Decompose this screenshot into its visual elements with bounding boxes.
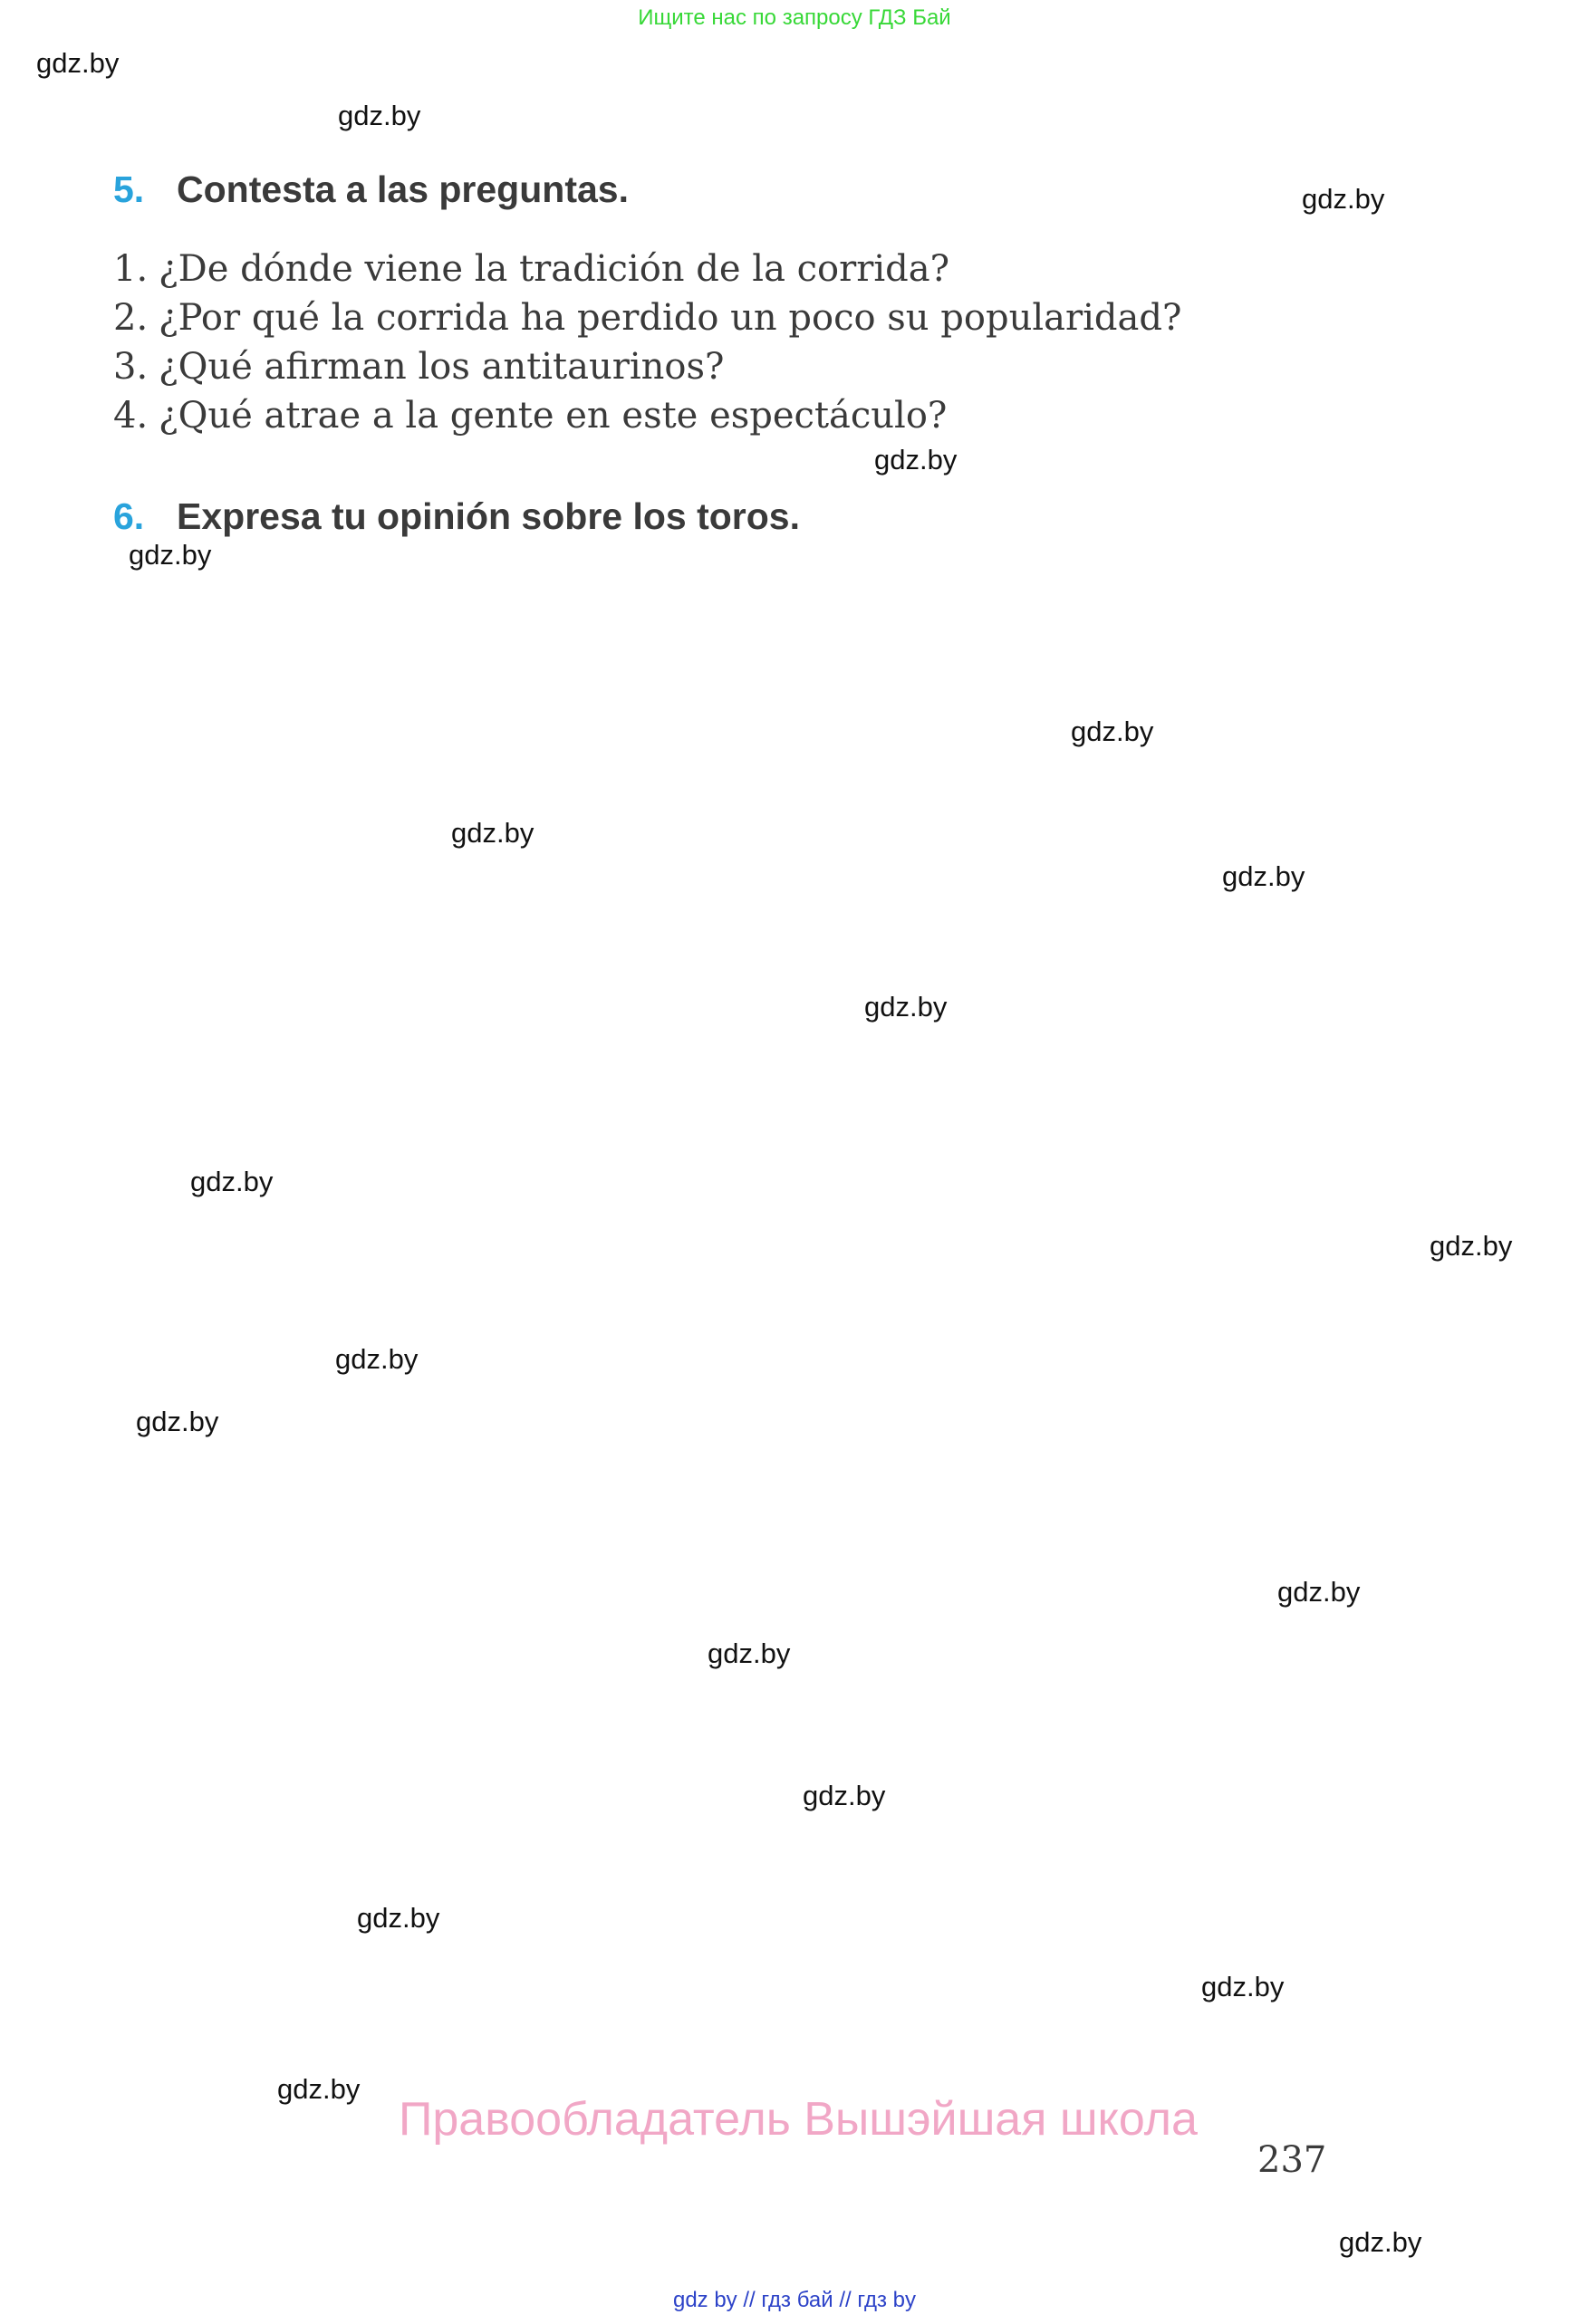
- question-number: 1.: [113, 248, 149, 290]
- question-number: 4.: [113, 395, 149, 437]
- exercise-6-header: [113, 495, 800, 538]
- watermark: gdz.by: [451, 817, 534, 849]
- watermark: gdz.by: [136, 1406, 219, 1437]
- question-item: [113, 293, 1181, 342]
- question-text: ¿De dónde viene la tradición de la corrida?: [159, 248, 950, 290]
- exercise-5-header: [113, 168, 629, 211]
- question-number: 2.: [113, 297, 149, 339]
- watermark: gdz.by: [338, 100, 421, 131]
- question-item: [113, 245, 1181, 293]
- watermark: gdz.by: [803, 1780, 886, 1811]
- rights-holder-notice: Правообладатель Вышэйшая школа: [399, 2093, 1198, 2146]
- question-text: ¿Qué afirman los antitaurinos?: [159, 346, 725, 388]
- watermark: gdz.by: [335, 1343, 419, 1375]
- watermark: gdz.by: [1222, 860, 1305, 892]
- watermark: gdz.by: [129, 539, 212, 571]
- watermark: gdz.by: [1302, 183, 1385, 215]
- watermark: gdz.by: [864, 991, 948, 1023]
- watermark: gdz.by: [1071, 715, 1154, 747]
- question-list: [113, 245, 1181, 440]
- watermark: gdz.by: [1201, 1971, 1285, 2002]
- watermark: gdz.by: [874, 444, 958, 475]
- watermark: gdz.by: [36, 47, 120, 79]
- watermark: gdz.by: [1430, 1230, 1513, 1262]
- question-text: ¿Por qué la corrida ha perdido un poco su popularidad?: [159, 297, 1182, 339]
- question-number: 3.: [113, 346, 149, 388]
- exercise-number: 6.: [113, 495, 145, 537]
- footer-links[interactable]: gdz by // гдз бай // гдз by: [672, 2288, 917, 2312]
- exercise-title: Expresa tu opinión sobre los toros.: [177, 495, 800, 537]
- watermark: gdz.by: [1277, 1576, 1361, 1608]
- question-text: ¿Qué atrae a la gente en este espectáculo?: [159, 395, 948, 437]
- watermark: gdz.by: [1339, 2226, 1422, 2258]
- top-banner: Ищите нас по запросу ГДЗ Бай: [638, 5, 951, 30]
- watermark: gdz.by: [357, 1902, 440, 1934]
- watermark: gdz.by: [190, 1166, 274, 1197]
- question-item: [113, 391, 1181, 440]
- exercise-number: 5.: [113, 168, 145, 210]
- watermark: gdz.by: [708, 1637, 791, 1669]
- exercise-title: Contesta a las preguntas.: [177, 168, 629, 210]
- page-number: 237: [1257, 2139, 1327, 2181]
- watermark: gdz.by: [277, 2073, 361, 2105]
- question-item: [113, 342, 1181, 391]
